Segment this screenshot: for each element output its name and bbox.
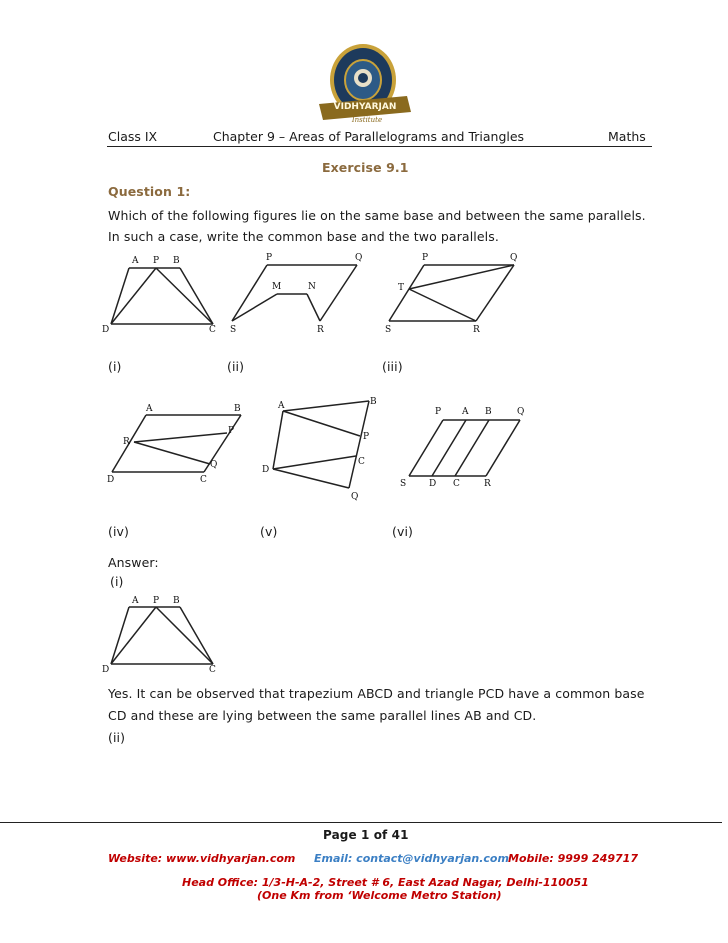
fig5-label: Q: [351, 492, 359, 502]
fig2-label: N: [308, 282, 316, 292]
question-label: Question 1:: [108, 184, 191, 199]
question-line-2: In such a case, write the common base and the two parallels.: [108, 229, 499, 244]
header-class: Class IX: [108, 129, 158, 144]
answer-text-line-2: CD and these are lying between the same parallel lines AB and CD.: [108, 708, 537, 723]
fig3-label: R: [473, 325, 480, 335]
ans-fig1-label: B: [173, 596, 180, 606]
fig4-label: C: [200, 475, 207, 485]
figure-iii: [376, 250, 526, 338]
fig3-label: S: [385, 325, 392, 335]
caption-iii: (iii): [382, 359, 403, 374]
fig1-label: A: [132, 256, 139, 266]
ans-fig1-label: C: [209, 665, 216, 675]
institute-logo: [315, 42, 415, 127]
answer-part-ii: (ii): [108, 730, 126, 745]
fig4-label: D: [107, 475, 115, 485]
header-subject: Maths: [608, 129, 646, 144]
logo-brand-text: VIDHYARJAN: [333, 102, 397, 112]
exercise-title: Exercise 9.1: [322, 160, 409, 175]
fig2-label: Q: [355, 253, 363, 263]
fig4-label: A: [146, 404, 153, 414]
answer-part-i: (i): [110, 574, 124, 589]
fig1-label: B: [173, 256, 180, 266]
fig4-label: R: [123, 437, 130, 447]
ans-fig1-label: D: [102, 665, 110, 675]
figure-v: [257, 392, 382, 504]
fig6-label: Q: [517, 407, 525, 417]
figure-iv: [102, 402, 252, 490]
fig1-label: P: [153, 256, 160, 266]
fig6-label: S: [400, 479, 407, 489]
fig2-label: R: [317, 325, 324, 335]
question-line-1: Which of the following figures lie on the same base and between the same parallels.: [108, 208, 646, 223]
footer-email[interactable]: Email: contact@vidhyarjan.com: [314, 852, 509, 865]
answer-label: Answer:: [108, 555, 159, 570]
figure-ii: [222, 250, 372, 338]
fig4-label: B: [234, 404, 241, 414]
header-chapter: Chapter 9 – Areas of Parallelograms and Triangles: [213, 129, 525, 144]
footer-office-line-1: Head Office: 1/3-H-A-2, Street # 6, East Azad Nagar, Delhi-110051: [182, 876, 589, 889]
fig5-label: D: [262, 465, 270, 475]
caption-vi: (vi): [392, 524, 414, 539]
answer-figure-i: [102, 592, 227, 680]
fig5-label: A: [278, 401, 285, 411]
fig3-label: T: [398, 283, 405, 293]
ans-fig1-label: P: [153, 596, 160, 606]
fig6-label: P: [435, 407, 442, 417]
caption-ii: (ii): [227, 359, 245, 374]
logo-sub-text: Institute: [351, 116, 383, 124]
fig4-label: P: [228, 426, 235, 436]
footer-mobile: Mobile: 9999 249717: [508, 852, 638, 865]
fig4-label: Q: [210, 460, 218, 470]
fig3-label: P: [422, 253, 429, 263]
fig1-label: D: [102, 325, 110, 335]
fig5-label: B: [370, 397, 377, 407]
caption-iv: (iv): [108, 524, 130, 539]
fig2-label: P: [266, 253, 273, 263]
fig2-label: S: [230, 325, 237, 335]
figure-i: [102, 250, 227, 338]
figure-vi: [395, 402, 535, 490]
fig6-label: A: [462, 407, 469, 417]
caption-v: (v): [260, 524, 278, 539]
footer-rule: [0, 822, 722, 823]
fig3-label: Q: [510, 253, 518, 263]
caption-i: (i): [108, 359, 122, 374]
fig6-label: D: [429, 479, 437, 489]
fig6-label: C: [453, 479, 460, 489]
fig1-label: C: [209, 325, 216, 335]
ans-fig1-label: A: [132, 596, 139, 606]
header-rule: [107, 146, 652, 147]
footer-website[interactable]: Website: www.vidhyarjan.com: [108, 852, 296, 865]
fig5-label: C: [358, 457, 365, 467]
fig6-label: B: [485, 407, 492, 417]
footer-office-line-2: (One Km from ‘Welcome Metro Station): [257, 889, 502, 902]
page-number: Page 1 of 41: [323, 828, 409, 842]
fig2-label: M: [272, 282, 282, 292]
answer-text-line-1: Yes. It can be observed that trapezium ABCD and triangle PCD have a common base: [108, 686, 645, 701]
fig5-label: P: [363, 432, 370, 442]
fig6-label: R: [484, 479, 491, 489]
